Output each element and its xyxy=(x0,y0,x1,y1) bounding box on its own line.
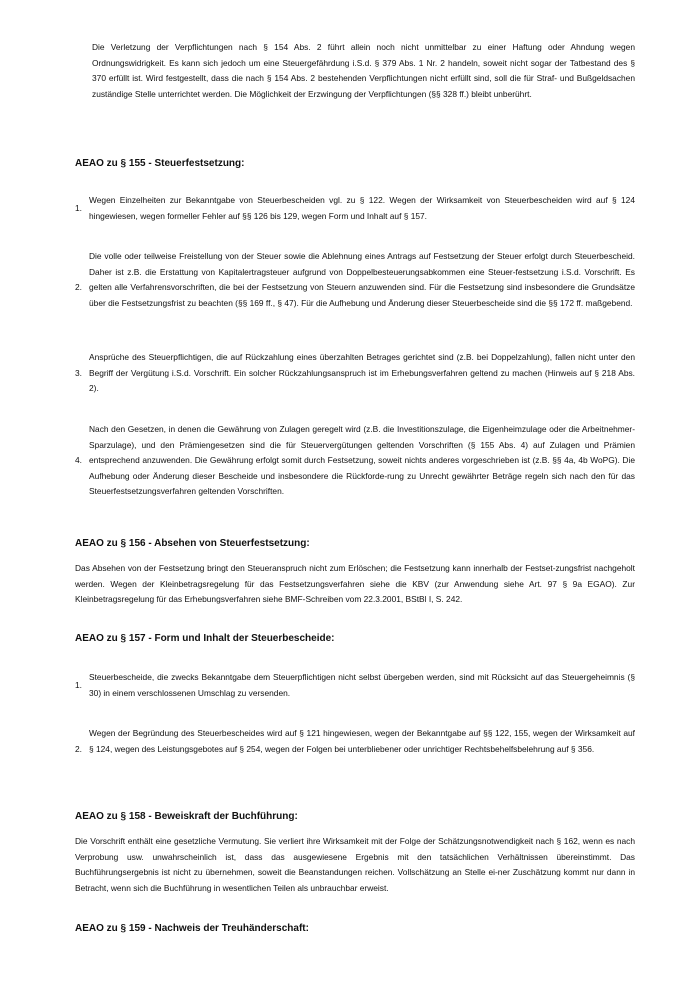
intro-paragraph: Die Verletzung der Verpflichtungen nach § 154 Abs. 2 führt allein noch nicht unmittelbar zu einer Haftung oder Ahndung wegen Ordnungswidrigkeit. Es kann sich jedoch um eine Steuergefährdung i.S.d. § 379 Abs. 1 Nr. 2 handeln, soweit nicht sogar der Tatbestand des § 370 erfüllt ist. Wird festgestellt, dass die nach § 154 Abs. 2 bestehenden Verpflichtungen nicht erfüllt sind, soll die für Straf- und Bußgeldsachen zuständige Stelle unterrichtet werden. Die Möglichkeit der Erzwingung der Verpflichtungen (§§ 328 ff.) bleibt unberührt. xyxy=(92,42,635,99)
heading-s157: AEAO zu § 157 - Form und Inhalt der Steuerbescheide: xyxy=(75,633,335,644)
s156-paragraph: Das Absehen von der Festsetzung bringt den Steueranspruch nicht zum Erlöschen; die Festsetzung kann innerhalb der Festset-zungsfrist nachgeholt werden. Wegen der Kleinbetragsregelung für das Festsetzungsverfahren siehe die KBV (zur Anwendung siehe Art. 97 § 9a EGAO). Zur Kleinbetragsregelung für das Erhebungsverfahren siehe BMF-Schreiben vom 22.3.2001, BStBl I, S. 242. xyxy=(75,563,635,604)
heading-s156: AEAO zu § 156 - Absehen von Steuerfestsetzung: xyxy=(75,538,310,549)
item-number: 1. xyxy=(75,680,82,690)
item-number: 1. xyxy=(75,203,82,213)
item-number: 2. xyxy=(75,744,82,754)
item-text: Steuerbescheide, die zwecks Bekanntgabe dem Steuerpflichtigen nicht selbst übergeben werden, sind mit Rücksicht auf das Steuergeheimnis (§ 30) in einem verschlossenen Umschlag zu versenden. xyxy=(89,672,635,698)
heading-s159: AEAO zu § 159 - Nachweis der Treuhänderschaft: xyxy=(75,923,309,934)
item-number: 4. xyxy=(75,455,82,465)
heading-s155: AEAO zu § 155 - Steuerfestsetzung: xyxy=(75,158,245,169)
item-number: 2. xyxy=(75,282,82,292)
item-number: 3. xyxy=(75,368,82,378)
list-item xyxy=(75,422,635,500)
list-item xyxy=(75,726,635,757)
list-item xyxy=(75,350,635,397)
s158-paragraph: Die Vorschrift enthält eine gesetzliche Vermutung. Sie verliert ihre Wirksamkeit mit der Folge der Schätzungsnotwendigkeit nach § 162, wenn es nach Verprobung usw. unwahrscheinlich ist, dass das ausgewiesene Ergebnis mit den tatsächlichen Verhältnissen übereinstimmt. Das Buchführungsergebnis ist nicht zu übernehmen, soweit die Beanstandungen reichen. Vollschätzung an Stelle ei-ner Zuschätzung kommt nur dann in Betracht, wenn sich die Buchführung in wesentlichen Teilen als unbrauchbar erweist. xyxy=(75,836,635,893)
item-text: Wegen der Begründung des Steuerbescheides wird auf § 121 hingewiesen, wegen der Bekanntgabe auf §§ 122, 155, wegen der Wirksamkeit auf § 124, wegen des Leistungsgebotes auf § 254, wegen der Folgen bei unterbliebener oder unrichtiger Rechtsbehelfsbelehrung auf § 356. xyxy=(89,728,635,754)
list-item xyxy=(75,670,635,701)
heading-s158: AEAO zu § 158 - Beweiskraft der Buchführung: xyxy=(75,811,298,822)
list-item xyxy=(75,249,635,311)
list-item xyxy=(75,193,635,224)
item-text: Wegen Einzelheiten zur Bekanntgabe von Steuerbescheiden vgl. zu § 122. Wegen der Wirksamkeit von Steuerbescheiden wird auf § 124 hingewiesen, wegen formeller Fehler auf §§ 126 bis 129, wegen Form und Inhalt auf § 157. xyxy=(89,195,635,221)
item-text: Nach den Gesetzen, in denen die Gewährung von Zulagen geregelt wird (z.B. die Investitionszulage, die Eigenheimzulage oder die Arbeitnehmer-Sparzulage), und den Prämiengesetzen sind die für Steuervergütungen geltenden Vorschriften (§ 155 Abs. 4) auf Zulagen und Prämien entsprechend anzuwenden. Die Gewährung erfolgt somit durch Festsetzung, soweit nichts anderes vorgeschrieben ist (z.B. §§ 4a, 4b WoPG). Die Aufhebung oder Änderung dieser Bescheide und insbesondere die Rückforde-rung zu Unrecht gewährter Beträge regeln sich nach den für das Steuerfestsetzungsverfahren geltenden Vorschriften. xyxy=(89,424,635,496)
item-text: Ansprüche des Steuerpflichtigen, die auf Rückzahlung eines überzahlten Betrages gerichtet sind (z.B. bei Doppelzahlung), fallen nicht unter den Begriff der Vergütung i.S.d. Vorschrift. Ein solcher Rückzahlungsanspruch ist im Erhebungsverfahren geltend zu machen (Hinweis auf § 218 Abs. 2). xyxy=(89,352,635,393)
item-text: Die volle oder teilweise Freistellung von der Steuer sowie die Ablehnung eines Antrags auf Festsetzung der Steuer erfolgt durch Steuerbescheid. Daher ist z.B. die Erstattung von Kapitalertragsteuer aufgrund von Doppelbesteuerungsabkommen eine Steuer-festsetzung i.S.d. Vorschrift. Es gelten alle Verfahrensvorschriften, die bei der Festsetzung von Steuern anzuwenden sind. Für die Festsetzung sind insbesondere die Grundsätze über die Festsetzungsfrist zu beachten (§§ 169 ff., § 47). Für die Aufhebung und Änderung dieser Steuerbescheide sind die §§ 172 ff. maßgebend. xyxy=(89,251,635,308)
